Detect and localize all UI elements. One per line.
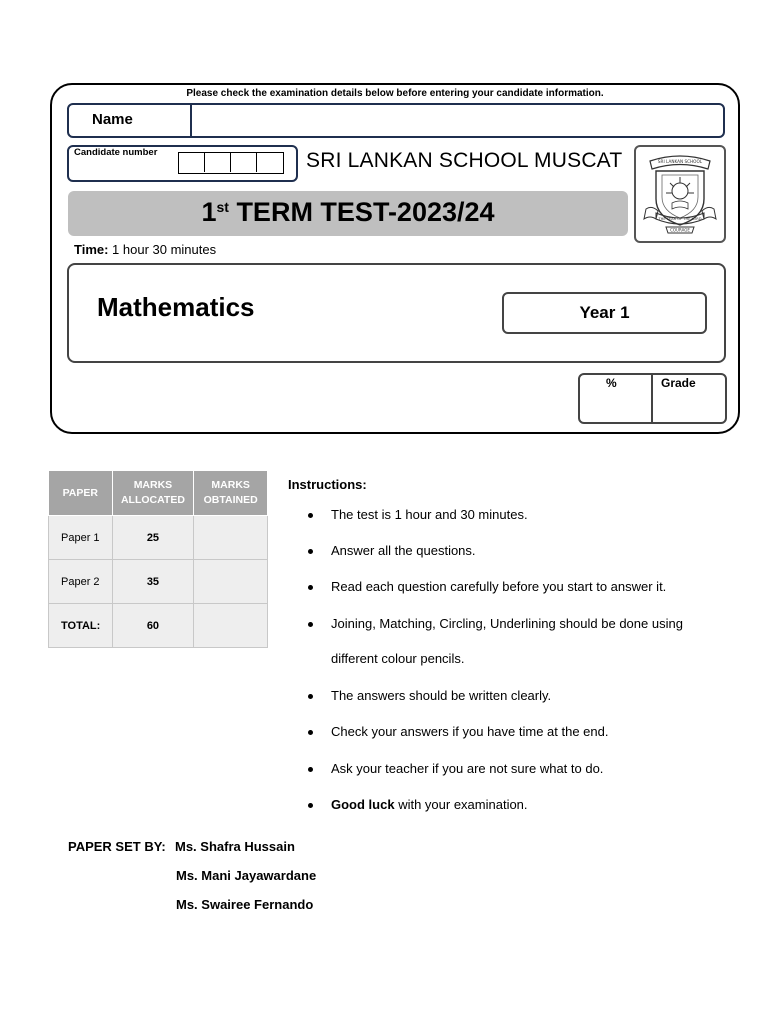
school-name: SRI LANKAN SCHOOL MUSCAT: [306, 149, 623, 172]
bullet-icon: [308, 513, 313, 518]
time-label: Time:: [74, 242, 109, 257]
candidate-number-label: Candidate number: [74, 147, 158, 158]
bullet-icon: [308, 585, 313, 590]
school-logo: [634, 145, 726, 243]
paper-set-by-label: PAPER SET BY:: [68, 839, 166, 854]
instruction-item: The answers should be written clearly.: [331, 688, 552, 703]
obtained-cell[interactable]: [194, 516, 268, 560]
bullet-icon: [308, 549, 313, 554]
term-rest: TERM TEST-2023/24: [228, 197, 495, 227]
time-value: 1 hour 30 minutes: [108, 242, 217, 257]
instructions-title: Instructions:: [288, 477, 367, 492]
bullet-icon: [308, 694, 313, 699]
col-header-allocated-label: MARKS ALLOCATED: [120, 479, 185, 506]
obtained-cell[interactable]: [194, 604, 268, 648]
candidate-digit-cell[interactable]: [205, 153, 231, 172]
grade-divider: [651, 375, 653, 422]
candidate-digit-cell[interactable]: [231, 153, 257, 172]
instruction-item: Read each question carefully before you start to answer it.: [331, 579, 667, 594]
bullet-icon: [308, 622, 313, 627]
name-label: Name: [92, 111, 133, 128]
term-number: 1: [201, 197, 217, 227]
instruction-item: Joining, Matching, Circling, Underlining should be done using: [331, 616, 683, 631]
bullet-icon: [308, 767, 313, 772]
setter-name: Ms. Shafra Hussain: [175, 839, 295, 854]
notice-text: Please check the examination details below before entering your candidate information.: [186, 88, 604, 99]
term-title: [68, 197, 628, 228]
allocated-cell: 25: [112, 516, 194, 560]
paper-cell: Paper 2: [49, 560, 113, 604]
name-field[interactable]: [67, 103, 725, 138]
instruction-item: Answer all the questions.: [331, 543, 476, 558]
good-luck-rest: with your examination.: [398, 797, 528, 812]
term-ordinal: st: [216, 199, 229, 215]
subject-name: Mathematics: [97, 292, 255, 322]
candidate-digit-cell[interactable]: [257, 153, 283, 172]
percent-label: %: [606, 376, 617, 390]
marks-table: [48, 470, 268, 648]
table-row: [49, 516, 268, 560]
time-line: [74, 242, 216, 257]
candidate-digit-cell[interactable]: [179, 153, 205, 172]
year-badge: Year 1: [502, 292, 707, 334]
setter-name: Ms. Mani Jayawardane: [176, 868, 317, 883]
logo-top-text: SRI LANKAN SCHOOL: [657, 159, 703, 164]
instruction-item: Ask your teacher if you are not sure what to do.: [331, 761, 604, 776]
col-header-allocated: [112, 471, 194, 516]
logo-bottom-text: COURAGE: [670, 227, 690, 233]
paper-cell: Paper 1: [49, 516, 113, 560]
bullet-icon: [308, 730, 313, 735]
instruction-item-continued: different colour pencils.: [331, 651, 465, 666]
instruction-item: Check your answers if you have time at the end.: [331, 724, 609, 739]
instruction-item: The test is 1 hour and 30 minutes.: [331, 507, 528, 522]
paper-cell: TOTAL:: [49, 604, 113, 648]
col-header-obtained-label: MARKS OBTAINED: [203, 479, 258, 506]
setter-name: Ms. Swairee Fernando: [176, 897, 314, 912]
grade-label: Grade: [661, 376, 696, 390]
bullet-icon: [308, 803, 313, 808]
obtained-cell[interactable]: [194, 560, 268, 604]
col-header-paper: PAPER: [49, 471, 113, 516]
school-crest-icon: [636, 147, 724, 241]
table-row: [49, 604, 268, 648]
allocated-cell: 35: [112, 560, 194, 604]
good-luck-text: Good luck: [331, 797, 395, 812]
candidate-number-cells[interactable]: [178, 152, 284, 174]
logo-ribbon-text: THE FEAR OF THE LORD: [658, 217, 702, 221]
name-divider: [190, 105, 192, 136]
allocated-cell: 60: [112, 604, 194, 648]
instruction-item: [331, 797, 528, 812]
table-row: [49, 560, 268, 604]
col-header-obtained: [194, 471, 268, 516]
